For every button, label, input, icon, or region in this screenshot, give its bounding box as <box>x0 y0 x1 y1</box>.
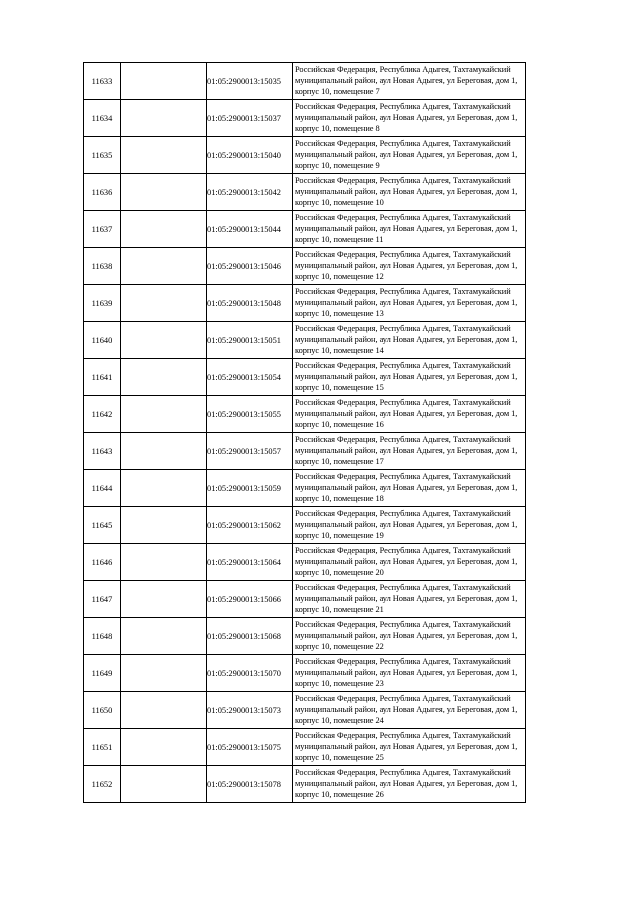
row-number-cell: 11633 <box>84 63 121 100</box>
table-row <box>84 322 526 359</box>
cadastral-number-cell: 01:05:2900013:15044 <box>207 211 293 248</box>
cadastral-number-cell: 01:05:2900013:15078 <box>207 766 293 803</box>
empty-cell <box>121 618 207 655</box>
empty-cell <box>121 174 207 211</box>
empty-cell <box>121 137 207 174</box>
cadastral-number-cell: 01:05:2900013:15057 <box>207 433 293 470</box>
empty-cell <box>121 322 207 359</box>
table-row <box>84 211 526 248</box>
empty-cell <box>121 285 207 322</box>
empty-cell <box>121 692 207 729</box>
address-cell: Российская Федерация, Республика Адыгея, Тахтамукайский муниципальный район, аул Новая Адыгея, ул Береговая, дом 1, корпус 10, помещение 24 <box>293 692 526 729</box>
table-row <box>84 396 526 433</box>
empty-cell <box>121 766 207 803</box>
table-row <box>84 174 526 211</box>
row-number-cell: 11640 <box>84 322 121 359</box>
row-number-cell: 11648 <box>84 618 121 655</box>
address-cell: Российская Федерация, Республика Адыгея, Тахтамукайский муниципальный район, аул Новая Адыгея, ул Береговая, дом 1, корпус 10, помещение 26 <box>293 766 526 803</box>
address-cell: Российская Федерация, Республика Адыгея, Тахтамукайский муниципальный район, аул Новая Адыгея, ул Береговая, дом 1, корпус 10, помещение 14 <box>293 322 526 359</box>
empty-cell <box>121 100 207 137</box>
cadastral-number-cell: 01:05:2900013:15035 <box>207 63 293 100</box>
row-number-cell: 11635 <box>84 137 121 174</box>
cadastral-number-cell: 01:05:2900013:15073 <box>207 692 293 729</box>
table-row <box>84 729 526 766</box>
row-number-cell: 11646 <box>84 544 121 581</box>
address-cell: Российская Федерация, Республика Адыгея, Тахтамукайский муниципальный район, аул Новая Адыгея, ул Береговая, дом 1, корпус 10, помещение 11 <box>293 211 526 248</box>
property-table-body <box>84 63 526 803</box>
cadastral-number-cell: 01:05:2900013:15037 <box>207 100 293 137</box>
row-number-cell: 11652 <box>84 766 121 803</box>
cadastral-number-cell: 01:05:2900013:15062 <box>207 507 293 544</box>
cadastral-number-cell: 01:05:2900013:15059 <box>207 470 293 507</box>
row-number-cell: 11642 <box>84 396 121 433</box>
table-row <box>84 285 526 322</box>
cadastral-number-cell: 01:05:2900013:15046 <box>207 248 293 285</box>
cadastral-number-cell: 01:05:2900013:15075 <box>207 729 293 766</box>
row-number-cell: 11651 <box>84 729 121 766</box>
address-cell: Российская Федерация, Республика Адыгея, Тахтамукайский муниципальный район, аул Новая Адыгея, ул Береговая, дом 1, корпус 10, помещение 22 <box>293 618 526 655</box>
cadastral-number-cell: 01:05:2900013:15070 <box>207 655 293 692</box>
empty-cell <box>121 396 207 433</box>
property-table <box>83 62 526 803</box>
row-number-cell: 11636 <box>84 174 121 211</box>
address-cell: Российская Федерация, Республика Адыгея, Тахтамукайский муниципальный район, аул Новая Адыгея, ул Береговая, дом 1, корпус 10, помещение 15 <box>293 359 526 396</box>
address-cell: Российская Федерация, Республика Адыгея, Тахтамукайский муниципальный район, аул Новая Адыгея, ул Береговая, дом 1, корпус 10, помещение 8 <box>293 100 526 137</box>
table-row <box>84 766 526 803</box>
empty-cell <box>121 359 207 396</box>
address-cell: Российская Федерация, Республика Адыгея, Тахтамукайский муниципальный район, аул Новая Адыгея, ул Береговая, дом 1, корпус 10, помещение 13 <box>293 285 526 322</box>
cadastral-number-cell: 01:05:2900013:15055 <box>207 396 293 433</box>
table-row <box>84 470 526 507</box>
address-cell: Российская Федерация, Республика Адыгея, Тахтамукайский муниципальный район, аул Новая Адыгея, ул Береговая, дом 1, корпус 10, помещение 10 <box>293 174 526 211</box>
address-cell: Российская Федерация, Республика Адыгея, Тахтамукайский муниципальный район, аул Новая Адыгея, ул Береговая, дом 1, корпус 10, помещение 18 <box>293 470 526 507</box>
cadastral-number-cell: 01:05:2900013:15068 <box>207 618 293 655</box>
row-number-cell: 11650 <box>84 692 121 729</box>
cadastral-number-cell: 01:05:2900013:15066 <box>207 581 293 618</box>
cadastral-number-cell: 01:05:2900013:15040 <box>207 137 293 174</box>
address-cell: Российская Федерация, Республика Адыгея, Тахтамукайский муниципальный район, аул Новая Адыгея, ул Береговая, дом 1, корпус 10, помещение 21 <box>293 581 526 618</box>
address-cell: Российская Федерация, Республика Адыгея, Тахтамукайский муниципальный район, аул Новая Адыгея, ул Береговая, дом 1, корпус 10, помещение 12 <box>293 248 526 285</box>
table-row <box>84 359 526 396</box>
address-cell: Российская Федерация, Республика Адыгея, Тахтамукайский муниципальный район, аул Новая Адыгея, ул Береговая, дом 1, корпус 10, помещение 19 <box>293 507 526 544</box>
empty-cell <box>121 211 207 248</box>
row-number-cell: 11644 <box>84 470 121 507</box>
empty-cell <box>121 729 207 766</box>
empty-cell <box>121 507 207 544</box>
row-number-cell: 11645 <box>84 507 121 544</box>
row-number-cell: 11639 <box>84 285 121 322</box>
row-number-cell: 11649 <box>84 655 121 692</box>
cadastral-number-cell: 01:05:2900013:15051 <box>207 322 293 359</box>
address-cell: Российская Федерация, Республика Адыгея, Тахтамукайский муниципальный район, аул Новая Адыгея, ул Береговая, дом 1, корпус 10, помещение 23 <box>293 655 526 692</box>
empty-cell <box>121 655 207 692</box>
table-row <box>84 581 526 618</box>
address-cell: Российская Федерация, Республика Адыгея, Тахтамукайский муниципальный район, аул Новая Адыгея, ул Береговая, дом 1, корпус 10, помещение 9 <box>293 137 526 174</box>
row-number-cell: 11643 <box>84 433 121 470</box>
table-row <box>84 100 526 137</box>
row-number-cell: 11641 <box>84 359 121 396</box>
row-number-cell: 11647 <box>84 581 121 618</box>
cadastral-number-cell: 01:05:2900013:15042 <box>207 174 293 211</box>
empty-cell <box>121 433 207 470</box>
empty-cell <box>121 544 207 581</box>
cadastral-number-cell: 01:05:2900013:15048 <box>207 285 293 322</box>
empty-cell <box>121 63 207 100</box>
table-row <box>84 63 526 100</box>
table-row <box>84 507 526 544</box>
empty-cell <box>121 248 207 285</box>
address-cell: Российская Федерация, Республика Адыгея, Тахтамукайский муниципальный район, аул Новая Адыгея, ул Береговая, дом 1, корпус 10, помещение 16 <box>293 396 526 433</box>
table-row <box>84 433 526 470</box>
cadastral-number-cell: 01:05:2900013:15064 <box>207 544 293 581</box>
table-row <box>84 137 526 174</box>
empty-cell <box>121 470 207 507</box>
table-row <box>84 618 526 655</box>
address-cell: Российская Федерация, Республика Адыгея, Тахтамукайский муниципальный район, аул Новая Адыгея, ул Береговая, дом 1, корпус 10, помещение 20 <box>293 544 526 581</box>
table-row <box>84 655 526 692</box>
row-number-cell: 11634 <box>84 100 121 137</box>
row-number-cell: 11637 <box>84 211 121 248</box>
table-row <box>84 248 526 285</box>
address-cell: Российская Федерация, Республика Адыгея, Тахтамукайский муниципальный район, аул Новая Адыгея, ул Береговая, дом 1, корпус 10, помещение 17 <box>293 433 526 470</box>
address-cell: Российская Федерация, Республика Адыгея, Тахтамукайский муниципальный район, аул Новая Адыгея, ул Береговая, дом 1, корпус 10, помещение 25 <box>293 729 526 766</box>
table-row <box>84 692 526 729</box>
address-cell: Российская Федерация, Республика Адыгея, Тахтамукайский муниципальный район, аул Новая Адыгея, ул Береговая, дом 1, корпус 10, помещение 7 <box>293 63 526 100</box>
empty-cell <box>121 581 207 618</box>
cadastral-number-cell: 01:05:2900013:15054 <box>207 359 293 396</box>
row-number-cell: 11638 <box>84 248 121 285</box>
table-row <box>84 544 526 581</box>
document-page <box>83 62 526 803</box>
